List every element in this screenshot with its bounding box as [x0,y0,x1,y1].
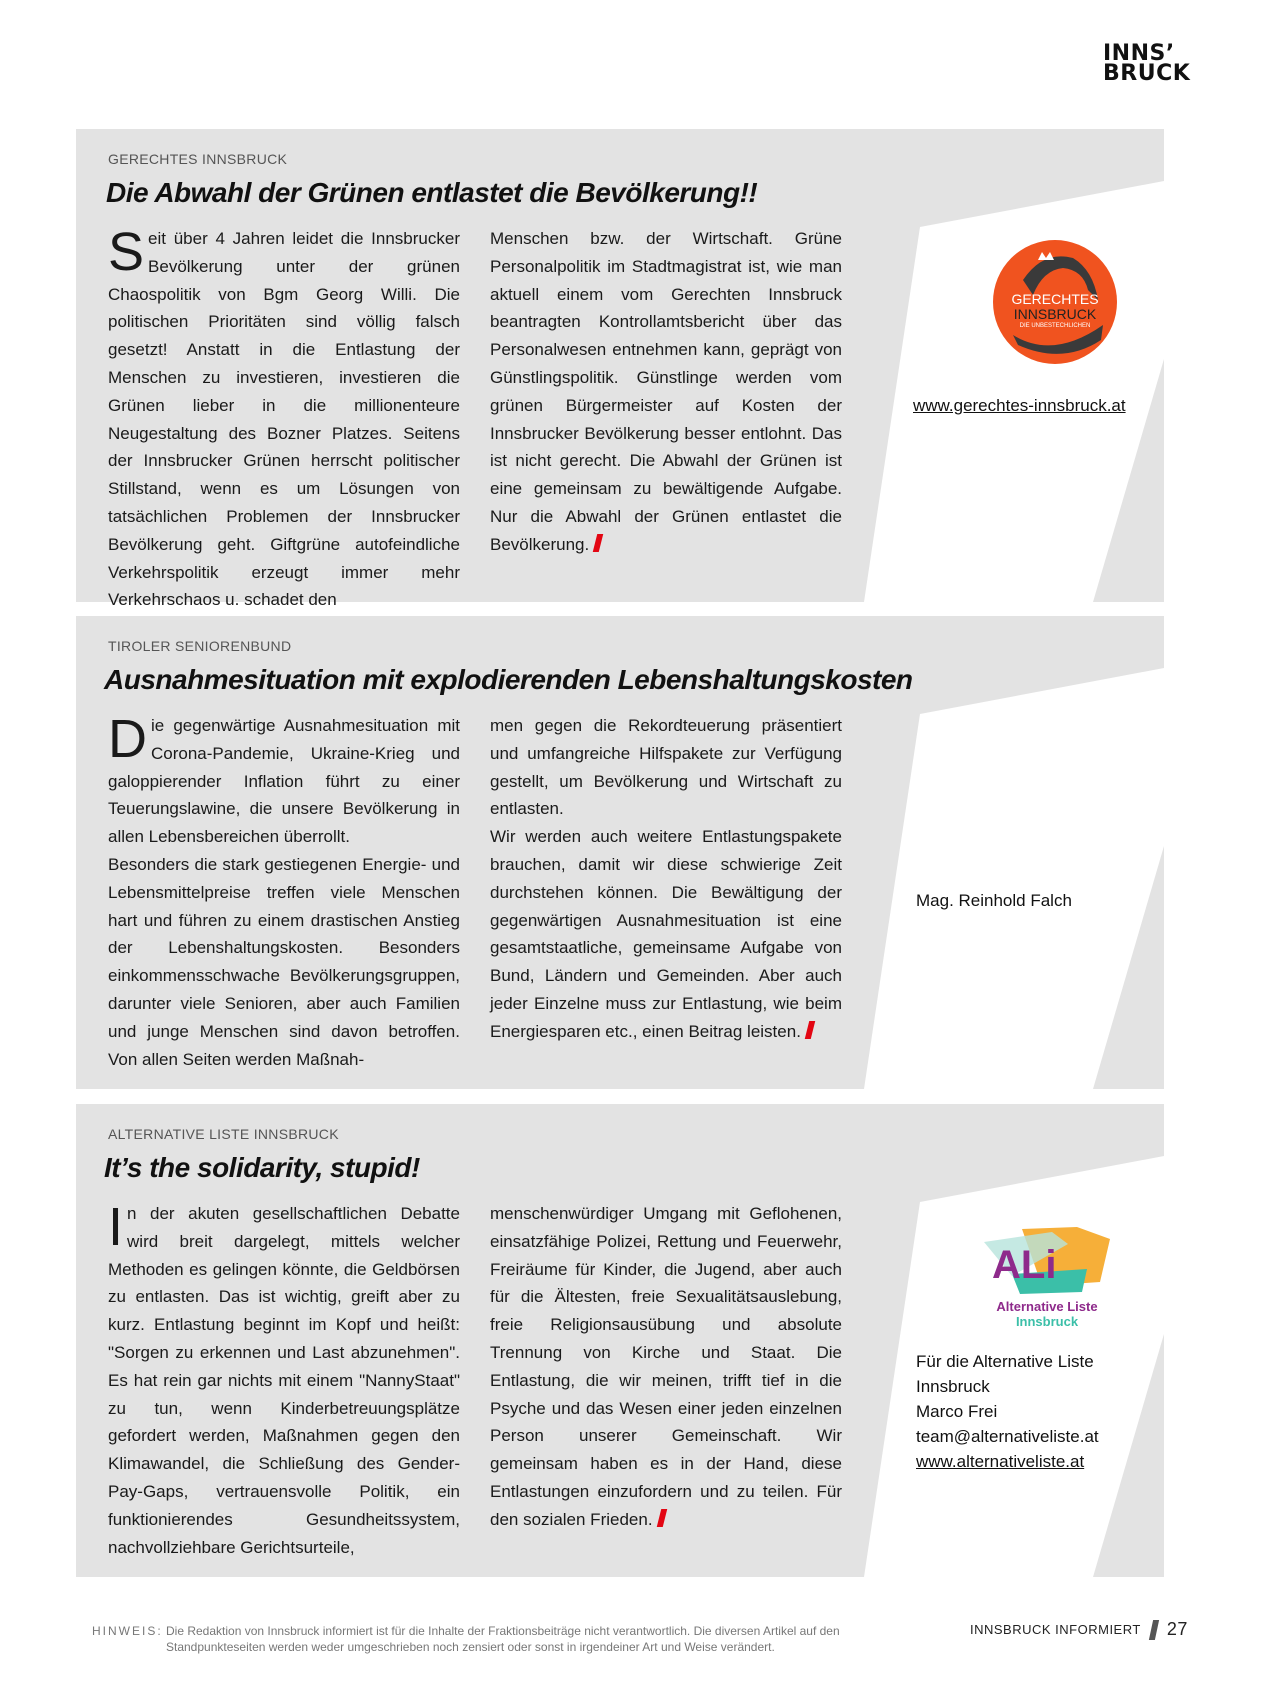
paragraph: men gegen die Rekordteuerung präsentiert und umfangreiche Hilfspakete zur Verfügung gestellt, um Bevölkerung und Wirtschaft zu entlasten. [490,716,842,819]
contact-line: Für die Alternative Liste [916,1352,1094,1371]
disclaimer [92,1623,912,1655]
paragraph [490,823,842,1045]
page-footer [970,1619,1188,1640]
paragraph-text: menschenwürdiger Umgang mit Geflohenen, einsatzfähige Polizei, Rettung und Feuerwehr, Freiräume für Kinder, die Jugend, aber auch für die Ältesten, freie Sexualitätsauslebung, freie Religionsausübung und absolute Trennung von Kirche und Staat. Die Entlastung, die wir meinen, trifft tief in die Psyche und das Wesen einer jeden einzelnen Person unserer Gemeinschaft. Wir gemeinsam haben es in der Hand, diese Entlastungen einzufordern und zu teilen. Für den sozialen Frieden. [490,1204,842,1529]
logo-text: INNSBRUCK [1013,306,1097,322]
article-title: Ausnahmesituation mit explodierenden Lebenshaltungskosten [104,664,913,695]
end-mark-icon [656,1509,666,1527]
contact-line: Innsbruck [916,1377,990,1396]
paragraph [490,225,842,559]
gerechtes-innsbruck-logo [993,240,1117,364]
party-label: ALTERNATIVE LISTE INNSBRUCK [108,1126,339,1142]
article-column-2 [490,1200,842,1534]
article-gerechtes-innsbruck [76,129,1164,610]
logo-text: Alternative Liste [996,1299,1098,1314]
article-column-1 [108,1197,460,1561]
paragraph [490,1200,842,1534]
logo-text: GERECHTES [1011,291,1099,307]
disclaimer-text: Die Redaktion von Innsbruck informiert ist für die Inhalte der Fraktionsbeiträge nicht verantwortlich. Die diversen Artikel auf den Standpunkteseiten werden weder umgeschrieben noch zensiert oder sonst in irgendeiner Art und Weise verändert. [166,1624,840,1654]
logo-text: DIE UNBESTECHLICHEN [1019,323,1091,329]
page-number: 27 [1166,1619,1188,1639]
paragraph: Besonders die stark gestiegenen Energie- und Lebensmittelpreise treffen viele Menschen hart und führen zu einem drastischen Anstieg der Lebenshaltungskosten. Besonders einkommensschwache Bevölkerungsgruppen, darunter viele Senioren, aber auch Familien und junge Menschen sind davon betroffen. Von allen Seiten werden Maßnah- [108,854,460,1069]
article-column-2 [490,225,842,559]
article-tiroler-seniorenbund [76,616,1164,1089]
party-label: TIROLER SENIORENBUND [108,638,292,654]
paragraph: Die gegenwärtige Ausnahmesituation mit Corona-Pandemie, Ukraine-Krieg und galoppierender Inflation führt zu einer Teuerungslawine, die unsere Bevölkerung in allen Lebensbereichen überrollt. [108,709,460,847]
article-column-2 [490,712,842,1046]
end-mark-icon [593,534,603,552]
author-name: Mag. Reinhold Falch [916,891,1072,910]
ali-emblem-icon [982,1224,1112,1294]
article-column-1 [108,709,460,1073]
disclaimer-label: HINWEIS: [92,1624,163,1638]
paragraph-text: Menschen bzw. der Wirtschaft. Grüne Personalpolitik im Stadtmagistrat ist, wie man aktuell einem vom Gerechten Innsbruck beantragten Kontrollamtsbericht über das Personalwesen entnehmen kann, geprägt von Günstlingspolitik. Günstlinge werden vom grünen Bürgermeister auf Kosten der Innsbrucker Bevölkerung besser entlohnt. Das ist nicht gerecht. Die Abwahl der Grünen ist eine gemeinsam zu bewältigende Aufgabe. Nur die Abwahl der Grünen entlastet die Bevölkerung. [490,229,842,554]
party-website [913,393,1126,418]
contact-email[interactable]: team@alternativeliste.at [916,1427,1099,1446]
paragraph-text: Wir werden auch weitere Entlastungspakete brauchen, damit wir diese schwierige Zeit durchstehen können. Die Bewältigung der gegenwärtigen Ausnahmesituation ist eine gesamtstaatliche, gemeinsame Aufgabe von Bund, Ländern und Gemeinden. Aber auch jeder Einzelne muss zur Entlastung, wie beim Energiesparen etc., einen Beitrag leisten. [490,827,842,1041]
alternative-liste-logo [982,1224,1112,1329]
paragraph: In der akuten gesellschaftlichen Debatte wird breit dargelegt, mittels welcher Methoden es gelingen könnte, die Geldbörsen zu entlasten. Das ist wichtig, greift aber zu kurz. Entlastung beginnt im Kopf und heißt: "Sorgen zu erkennen und Last abzunehmen". Es hat rein gar nichts mit einem "NannyStaat" zu tun, wenn Kinderbetreuungsplätze gefordert werden, Maßnahmen gegen den Klimawandel, die Schließung des Gender-Pay-Gaps, vertrauensvolle Politik, ein funktionierendes Gesundheitssystem, nachvollziehbare Gerichtsurteile, [108,1197,460,1557]
article-alternative-liste [76,1104,1164,1577]
contact-block [916,1349,1099,1474]
end-mark-icon [805,1021,815,1039]
article-title: It’s the solidarity, stupid! [104,1152,420,1183]
article-column-1 [108,222,460,614]
party-label: GERECHTES INNSBRUCK [108,151,288,167]
website-link[interactable]: www.gerechtes-innsbruck.at [913,396,1126,415]
logo-mark: ALi [992,1243,1057,1287]
website-link[interactable]: www.alternativeliste.at [916,1452,1085,1471]
publication-name: INNSBRUCK INFORMIERT [970,1622,1141,1637]
logo-text: Innsbruck [1015,1314,1079,1329]
logo-line-2: BRUCK [1103,61,1191,86]
article-title: Die Abwahl der Grünen entlastet die Bevölkerung!! [106,177,758,208]
logo-line-1: INNS’ [1103,41,1175,66]
paragraph: Seit über 4 Jahren leidet die Innsbrucker Bevölkerung unter der grünen Chaospolitik von Bgm Georg Willi. Die politischen Prioritäten sind völlig falsch gesetzt! Anstatt in die Entlastung der Menschen zu investieren, investieren die Grünen lieber in die millionenteure Neugestaltung des Bozner Platzes. Seitens der Innsbrucker Grünen herrscht politischer Stillstand, wenn es um Lösungen von tatsächlichen Problemen der Innsbrucker Bevölkerung geht. Giftgrüne autofeindliche Verkehrspolitik erzeugt immer mehr Verkehrschaos u. schadet den [108,222,460,610]
separator-mark-icon [1149,1620,1159,1640]
contact-name: Marco Frei [916,1402,998,1421]
innsbruck-logo [1103,41,1191,86]
